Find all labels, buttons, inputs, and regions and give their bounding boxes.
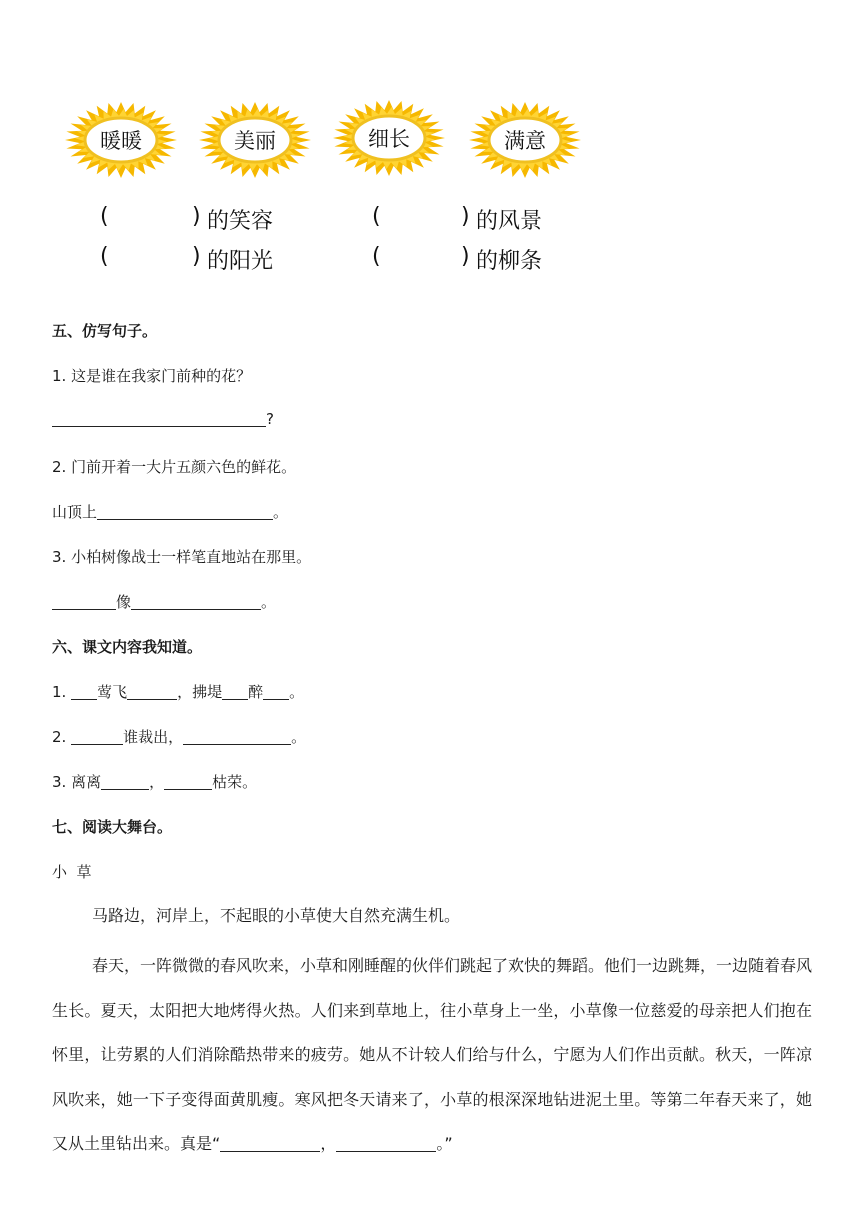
open-paren: ( bbox=[372, 204, 381, 229]
open-paren: ( bbox=[100, 244, 109, 269]
phrase: 的柳条 bbox=[476, 249, 543, 274]
quote-open: “ bbox=[212, 1134, 221, 1153]
word-label: 美丽 bbox=[234, 129, 276, 153]
question-mark: ? bbox=[266, 410, 274, 428]
word-sun-3 bbox=[330, 98, 448, 178]
section-5-a1 bbox=[52, 410, 274, 428]
word-sun-1 bbox=[62, 100, 180, 180]
section-5-a2 bbox=[52, 501, 288, 522]
answer-blank[interactable] bbox=[222, 683, 248, 700]
period: 。 bbox=[261, 593, 277, 611]
answer-blank[interactable] bbox=[97, 503, 273, 520]
period: 。 bbox=[289, 683, 305, 701]
reading-paragraph-2 bbox=[52, 944, 812, 1167]
phrase: 的笑容 bbox=[207, 209, 274, 234]
item-number: 3. bbox=[52, 773, 67, 791]
poem-text: 醉 bbox=[248, 683, 264, 701]
reading-paragraph-1: 马路边，河岸上，不起眼的小草使大自然充满生机。 bbox=[92, 906, 461, 925]
item-number: 1. bbox=[52, 683, 67, 701]
item-number: 2. bbox=[52, 728, 67, 746]
answer-blank[interactable] bbox=[263, 683, 289, 700]
answer-blank[interactable] bbox=[164, 773, 212, 790]
word-sun-4 bbox=[466, 100, 584, 180]
poem-text: 谁裁出， bbox=[123, 728, 184, 746]
section-5-heading: 五、仿写句子。 bbox=[52, 322, 158, 340]
close-paren: ) bbox=[192, 244, 201, 269]
comma: ， bbox=[320, 1134, 337, 1153]
section-6-line-3 bbox=[52, 771, 257, 792]
answer-blank[interactable] bbox=[71, 728, 123, 745]
answer-blank[interactable] bbox=[336, 1135, 436, 1152]
period: 。 bbox=[273, 503, 289, 521]
answer-middle: 像 bbox=[116, 593, 132, 611]
section-5-a3 bbox=[52, 591, 276, 612]
answer-blank[interactable] bbox=[101, 773, 149, 790]
answer-prefix: 山顶上 bbox=[52, 503, 98, 521]
poem-text: ， bbox=[149, 773, 165, 791]
poem-text: 枯荣。 bbox=[212, 773, 258, 791]
open-paren: ( bbox=[100, 204, 109, 229]
phrase: 的风景 bbox=[476, 209, 543, 234]
word-label: 满意 bbox=[504, 129, 546, 153]
quote-close: 。” bbox=[436, 1134, 453, 1153]
section-6-line-2 bbox=[52, 726, 306, 747]
answer-blank[interactable] bbox=[183, 728, 291, 745]
section-6-heading: 六、课文内容我知道。 bbox=[52, 638, 203, 656]
section-5-q2: 2. 门前开着一大片五颜六色的鲜花。 bbox=[52, 458, 297, 476]
open-paren: ( bbox=[372, 244, 381, 269]
close-paren: ) bbox=[192, 204, 201, 229]
close-paren: ) bbox=[461, 244, 470, 269]
reading-title: 小 草 bbox=[52, 863, 92, 881]
poem-text: 莺飞 bbox=[97, 683, 128, 701]
answer-blank[interactable] bbox=[71, 683, 97, 700]
section-7-heading: 七、阅读大舞台。 bbox=[52, 818, 173, 836]
word-label: 暖暖 bbox=[100, 129, 142, 153]
period: 。 bbox=[291, 728, 307, 746]
section-5-q1: 1. 这是谁在我家门前种的花？ bbox=[52, 367, 252, 385]
paragraph-text: 春天，一阵微微的春风吹来，小草和刚睡醒的伙伴们跳起了欢快的舞蹈。他们一边跳舞，一边随着春风生长。夏天，太阳把大地烤得火热。人们来到草地上，往小草身上一坐，小草像一位慈爱的母亲把人们抱在怀里，让劳累的人们消除酷热带来的疲劳。她从不计较人们给与什么，宁愿为人们作出贡献。秋天，一阵凉风吹来，她一下子变得面黄肌瘦。寒风把冬天请来了，小草的根深深地钻进泥土里。等第二年春天来了，她又从土里钻出来。真是 bbox=[52, 956, 813, 1153]
answer-blank[interactable] bbox=[127, 683, 177, 700]
close-paren: ) bbox=[461, 204, 470, 229]
poem-text: ，拂堤 bbox=[177, 683, 223, 701]
section-5-q3: 3. 小柏树像战士一样笔直地站在那里。 bbox=[52, 548, 312, 566]
answer-blank[interactable] bbox=[52, 593, 116, 610]
answer-blank[interactable] bbox=[131, 593, 261, 610]
word-sun-2 bbox=[196, 100, 314, 180]
phrase: 的阳光 bbox=[207, 249, 274, 274]
word-label: 细长 bbox=[368, 127, 410, 151]
section-6-line-1 bbox=[52, 681, 304, 702]
answer-blank[interactable] bbox=[52, 410, 266, 427]
poem-text: 离离 bbox=[71, 773, 102, 791]
answer-blank[interactable] bbox=[220, 1135, 320, 1152]
